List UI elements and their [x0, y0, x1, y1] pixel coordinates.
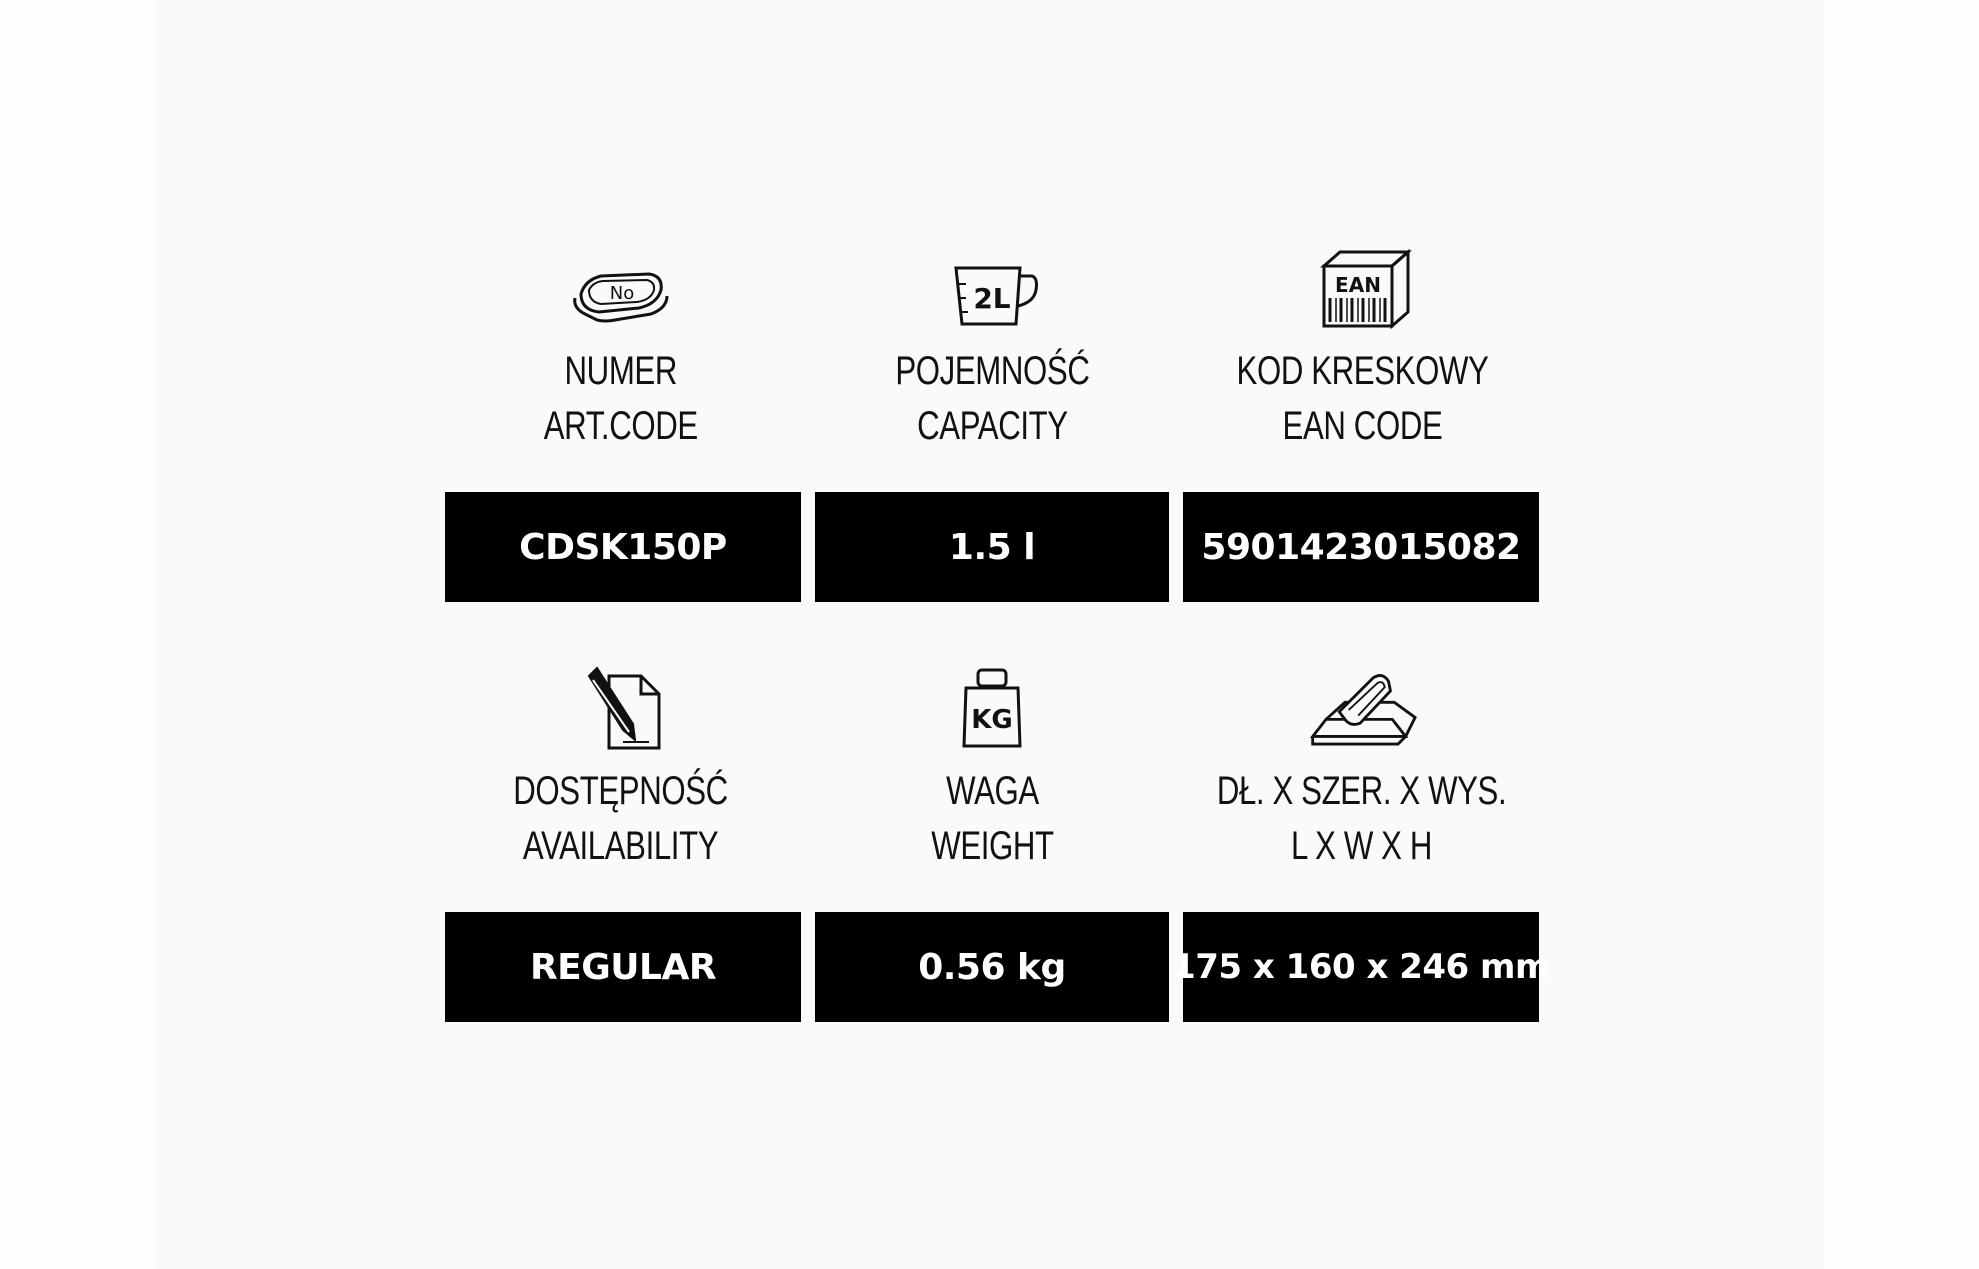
no-dish-icon	[566, 240, 676, 330]
spec-label	[931, 764, 1053, 874]
svg-text:EAN: EAN	[1335, 273, 1381, 297]
spec-label	[514, 764, 729, 874]
value-weight: 0.56 kg	[815, 912, 1169, 1022]
svg-text:No: No	[609, 283, 635, 304]
spec-label	[895, 344, 1089, 454]
svg-text:2L: 2L	[973, 282, 1011, 315]
label-polish: NUMER	[564, 349, 678, 393]
label-english: ART.CODE	[543, 404, 699, 448]
value-capacity: 1.5 l	[815, 492, 1169, 602]
spec-dimensions	[1184, 660, 1540, 874]
spec-art-code	[443, 240, 799, 454]
spec-label	[544, 344, 698, 454]
label-english: EAN CODE	[1282, 404, 1442, 448]
ean-box-icon	[1307, 240, 1417, 330]
label-polish: DŁ. X SZER. X WYS.	[1217, 769, 1507, 813]
measuring-jug-icon	[937, 240, 1047, 330]
label-english: CAPACITY	[916, 404, 1068, 448]
value-art-code: CDSK150P	[445, 492, 801, 602]
svg-text:KG: KG	[971, 705, 1013, 735]
label-polish: KOD KRESKOWY	[1236, 349, 1488, 393]
label-polish: WAGA	[945, 769, 1039, 813]
spec-panel	[155, 0, 1824, 1269]
spec-weight	[814, 660, 1170, 874]
label-polish: POJEMNOŚĆ	[894, 349, 1090, 393]
label-english: WEIGHT	[930, 824, 1054, 868]
value-availability: REGULAR	[445, 912, 801, 1022]
spec-availability	[443, 660, 799, 874]
label-english: L X W X H	[1291, 824, 1433, 868]
spec-ean-code	[1184, 240, 1540, 454]
spec-capacity	[814, 240, 1170, 454]
value-ean-code: 5901423015082	[1183, 492, 1539, 602]
value-dimensions: 175 x 160 x 246 mm	[1183, 912, 1539, 1022]
spec-label	[1217, 764, 1506, 874]
spec-label	[1236, 344, 1488, 454]
weight-kg-icon	[937, 660, 1047, 750]
label-polish: DOSTĘPNOŚĆ	[513, 769, 729, 813]
label-english: AVAILABILITY	[523, 824, 719, 868]
box-dimensions-icon	[1307, 660, 1417, 750]
document-pencil-icon	[566, 660, 676, 750]
